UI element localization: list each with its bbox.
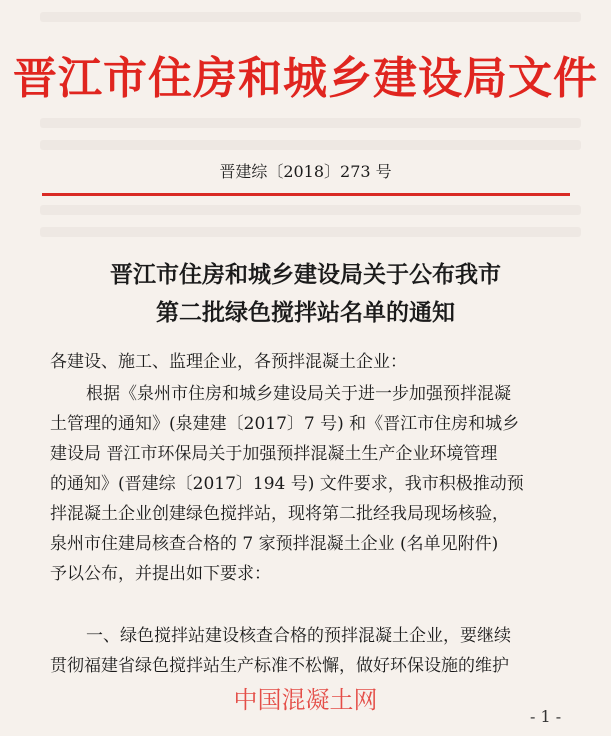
paragraph-line: 土管理的通知》(泉建建〔2017〕7 号) 和《晋江市住房和城乡	[50, 414, 520, 434]
bleed-through-mark	[40, 205, 581, 215]
notice-title-line: 晋江市住房和城乡建设局关于公布我市	[110, 261, 501, 288]
paragraph-line: 根据《泉州市住房和城乡建设局关于进一步加强预拌混凝	[86, 384, 511, 404]
document-header-title: 晋江市住房和城乡建设局文件	[13, 53, 598, 104]
bleed-through-mark	[40, 140, 581, 150]
page-number: - 1 -	[530, 707, 562, 726]
notice-title-line: 第二批绿色搅拌站名单的通知	[156, 299, 455, 326]
salutation	[50, 347, 582, 377]
notice-title	[0, 256, 611, 332]
bleed-through-mark	[40, 12, 581, 22]
document-number: 晋建综〔2018〕273 号	[219, 162, 392, 181]
bleed-through-mark	[40, 227, 581, 237]
salutation-text: 各建设、施工、监理企业，各预拌混凝土企业：	[50, 352, 407, 372]
red-divider-rule	[42, 193, 570, 196]
paragraph-line: 的通知》(晋建综〔2017〕194 号) 文件要求，我市积极推动预	[50, 474, 524, 494]
paragraph-line: 予以公布，并提出如下要求：	[50, 564, 271, 584]
paragraph-line: 一、绿色搅拌站建设核查合格的预拌混凝土企业，要继续	[86, 626, 511, 646]
site-watermark: 中国混凝土网	[233, 686, 378, 714]
paragraph-line: 拌混凝土企业创建绿色搅拌站，现将第二批经我局现场核验，	[50, 504, 509, 524]
paragraph-line: 贯彻福建省绿色搅拌站生产标准不松懈，做好环保设施的维护	[50, 656, 509, 676]
paragraph-line: 泉州市住建局核查合格的 7 家预拌混凝土企业 (名单见附件)	[50, 534, 499, 554]
paragraph-1	[50, 379, 582, 589]
paragraph-2	[50, 621, 582, 681]
bleed-through-mark	[40, 118, 581, 128]
paragraph-line: 建设局 晋江市环保局关于加强预拌混凝土生产企业环境管理	[50, 444, 498, 464]
